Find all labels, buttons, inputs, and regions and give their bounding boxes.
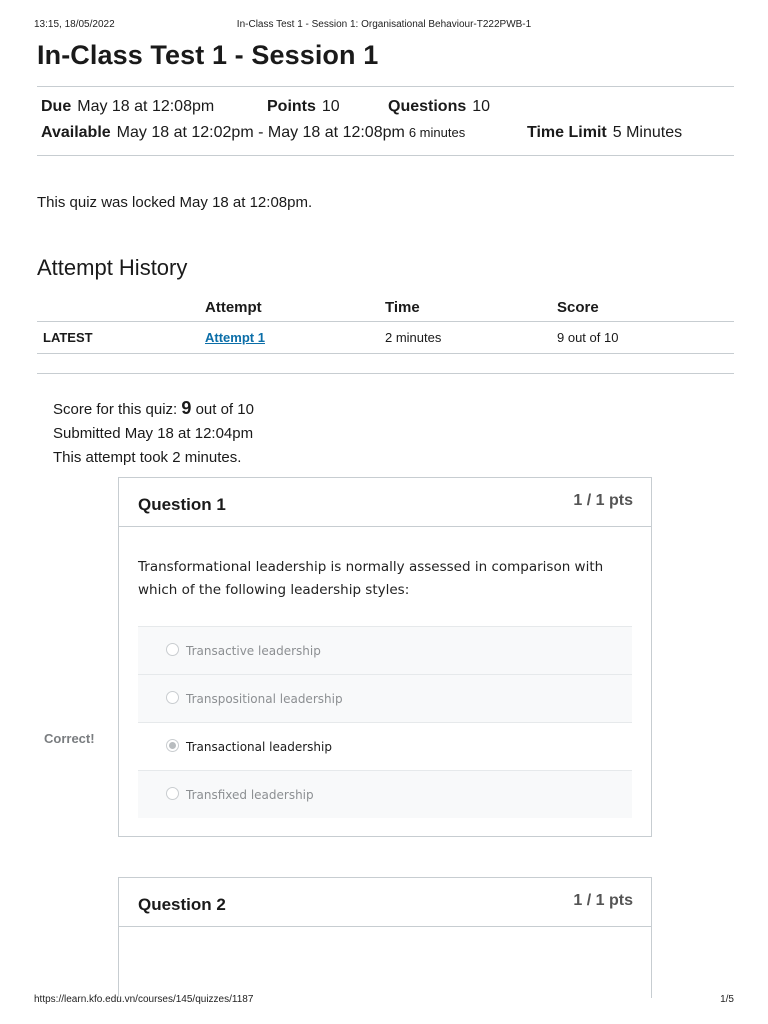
divider — [37, 86, 734, 87]
answer-list — [138, 626, 632, 818]
page-number: 1/5 — [720, 994, 734, 1005]
points-value: 10 — [321, 98, 340, 115]
question-points: 1 / 1 pts — [573, 492, 633, 509]
page-title: In-Class Test 1 - Session 1 — [37, 40, 379, 70]
question-card — [118, 477, 652, 837]
quiz-score — [53, 396, 254, 422]
question-header — [119, 878, 651, 927]
answer-option-selected — [138, 722, 632, 770]
latest-tag: LATEST — [37, 322, 199, 354]
column-header-tag — [37, 294, 199, 322]
attempt-history-table — [37, 294, 734, 354]
score-prefix: Score for this quiz: — [53, 401, 182, 418]
submitted-at: Submitted May 18 at 12:04pm — [53, 425, 254, 442]
attempt-history-title: Attempt History — [37, 255, 188, 280]
question-title: Question 1 — [138, 495, 226, 514]
answer-label: Transactional leadership — [186, 740, 332, 754]
due-date — [41, 98, 214, 116]
time-limit — [527, 124, 682, 142]
divider — [37, 373, 734, 374]
answer-label: Transactive leadership — [186, 644, 321, 658]
submission-summary — [53, 396, 254, 470]
attempt-link[interactable]: Attempt 1 — [205, 330, 265, 345]
quiz-locked-note: This quiz was locked May 18 at 12:08pm. — [37, 194, 313, 211]
print-footer — [34, 994, 734, 1008]
score-value: 9 — [181, 398, 192, 418]
questions-value: 10 — [472, 98, 491, 115]
time-limit-value: 5 Minutes — [612, 124, 683, 141]
divider — [37, 155, 734, 156]
correct-answer-flag: Correct! — [44, 731, 95, 746]
question-text: Transformational leadership is normally assessed in comparison with which of the following leadership styles: — [138, 559, 604, 598]
column-header-time: Time — [379, 294, 551, 322]
available-label: Available — [41, 124, 111, 141]
table-row — [37, 322, 734, 354]
available-duration: 6 minutes — [408, 125, 466, 140]
print-document-title: In-Class Test 1 - Session 1: Organisational Behaviour-T222PWB-1 — [236, 19, 532, 30]
answer-option — [138, 674, 632, 722]
points-label: Points — [267, 98, 316, 115]
print-url: https://learn.kfo.edu.vn/courses/145/quizzes/1187 — [34, 994, 254, 1005]
print-timestamp: 13:15, 18/05/2022 — [34, 19, 115, 30]
questions-label: Questions — [388, 98, 467, 115]
print-header — [34, 19, 734, 33]
question-points: 1 / 1 pts — [573, 892, 633, 909]
radio-icon — [166, 643, 179, 656]
radio-icon — [166, 787, 179, 800]
radio-selected-icon — [166, 739, 179, 752]
answer-option — [138, 626, 632, 674]
attempt-duration: This attempt took 2 minutes. — [53, 449, 242, 466]
table-header-row — [37, 294, 734, 322]
score-suffix: out of 10 — [191, 401, 254, 418]
column-header-attempt: Attempt — [199, 294, 379, 322]
radio-icon — [166, 691, 179, 704]
due-value: May 18 at 12:08pm — [77, 98, 215, 115]
questions-count — [388, 98, 490, 116]
due-label: Due — [41, 98, 72, 115]
answer-option — [138, 770, 632, 818]
availability — [41, 124, 465, 142]
attempt-score: 9 out of 10 — [551, 322, 734, 354]
available-value: May 18 at 12:02pm - May 18 at 12:08pm — [116, 124, 405, 141]
question-card — [118, 877, 652, 998]
time-limit-label: Time Limit — [527, 124, 607, 141]
attempt-time: 2 minutes — [379, 322, 551, 354]
answer-label: Transfixed leadership — [186, 788, 314, 802]
question-title: Question 2 — [138, 895, 226, 914]
column-header-score: Score — [551, 294, 734, 322]
question-header — [119, 478, 651, 527]
points — [267, 98, 340, 116]
answer-label: Transpositional leadership — [186, 692, 343, 706]
